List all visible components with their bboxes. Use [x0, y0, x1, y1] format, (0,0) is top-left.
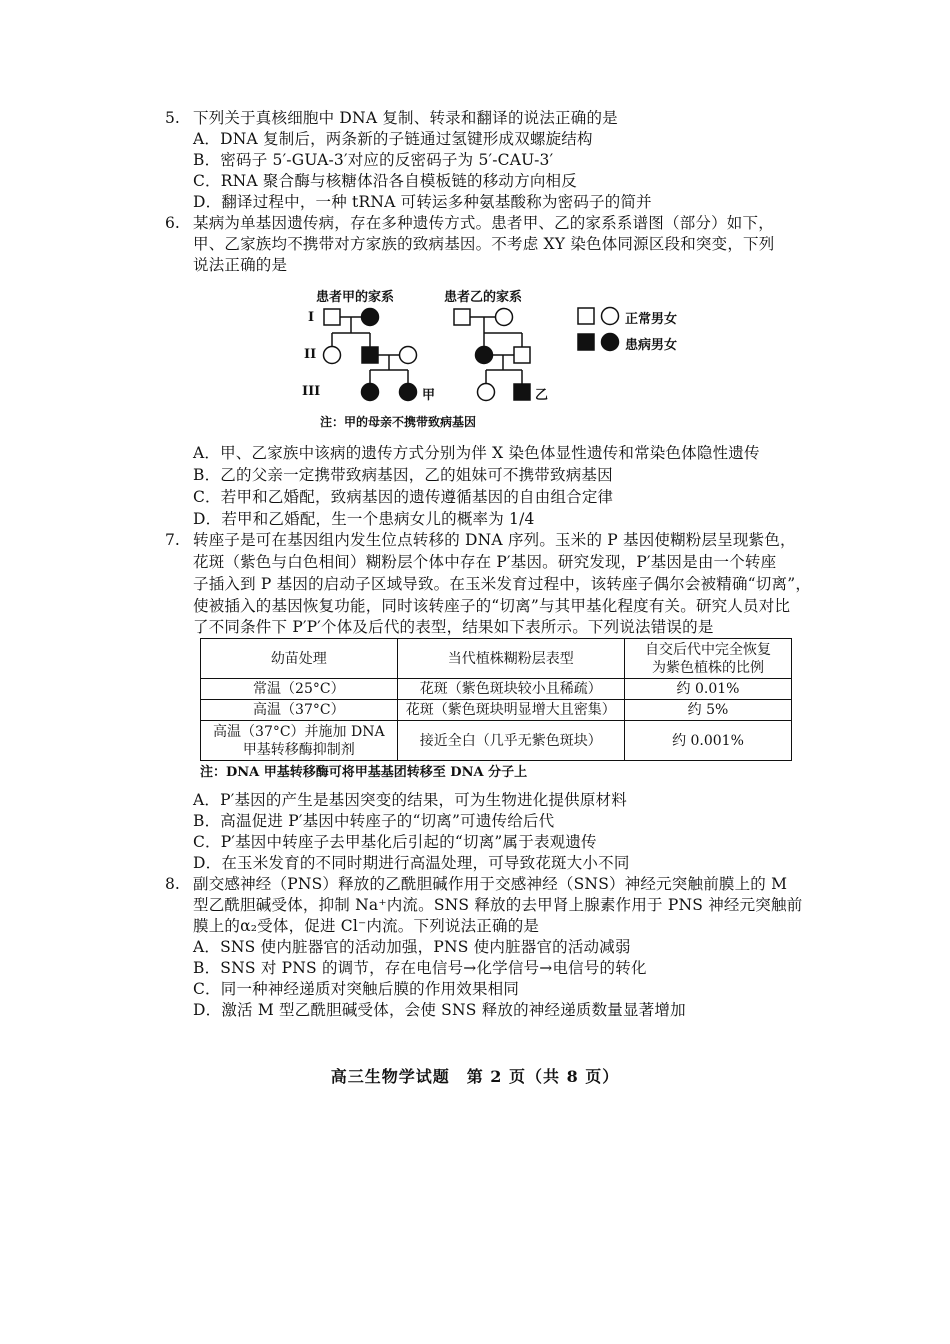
- q6-stem-line-3: 说法正确的是: [193, 256, 288, 274]
- generation-label-1: I: [308, 310, 315, 325]
- table-header-phenotype: 当代植株糊粉层表型: [397, 639, 624, 679]
- family-b-grandfather: [454, 309, 470, 325]
- q7-number: 7.: [165, 531, 180, 549]
- q5-stem: 下列关于真核细胞中 DNA 复制、转录和翻译的说法正确的是: [193, 109, 618, 127]
- q7-stem-line-1: 转座子是可在基因组内发生位点转移的 DNA 序列。玉米的 P 基因使糊粉层呈现紫色，: [193, 531, 796, 549]
- pedigree-title-family-b: 患者乙的家系: [444, 290, 523, 305]
- legend-affected-male: [578, 334, 594, 350]
- pedigree-chart: [0, 0, 950, 430]
- legend-affected-female: [602, 334, 619, 351]
- page-footer: 高三生物学试题 第 2 页（共 8 页）: [330, 1067, 620, 1086]
- q7-stem-line-3: 子插入到 P 基因的启动子区域导致。在玉米发育过程中，该转座子偶尔会被精确“切离”，: [193, 575, 812, 593]
- q6-option-a: A．甲、乙家族中该病的遗传方式分别为伴 X 染色体显性遗传和常染色体隐性遗传: [193, 444, 760, 462]
- q8-stem-line-2: 型乙酰胆碱受体，抑制 Na⁺内流。SNS 释放的去甲肾上腺素作用于 PNS 神经元突触前: [193, 896, 803, 914]
- table-cell-phenotype: 花斑（紫色斑块明显增大且密集）: [397, 700, 624, 721]
- table-cell-ratio: 约 0.01%: [624, 679, 791, 700]
- family-a-aunt: [324, 347, 341, 364]
- q7-option-c: C．P′基因中转座子去甲基化后引起的“切离”属于表观遗传: [193, 833, 597, 851]
- family-b-mother: [476, 347, 493, 364]
- family-b-sister: [478, 384, 495, 401]
- legend-normal-text: 正常男女: [625, 312, 678, 327]
- family-a-grandmother: [362, 309, 379, 326]
- q8-option-b: B．SNS 对 PNS 的调节，存在电信号→化学信号→电信号的转化: [193, 959, 647, 977]
- q8-option-c: C．同一种神经递质对突触后膜的作用效果相同: [193, 980, 520, 998]
- q8-stem-line-1: 副交感神经（PNS）释放的乙酰胆碱作用于交感神经（SNS）神经元突触前膜上的 M: [193, 875, 788, 893]
- q6-option-c: C．若甲和乙婚配，致病基因的遗传遵循基因的自由组合定律: [193, 488, 614, 506]
- label-jia: 甲: [422, 388, 436, 403]
- table-cell-phenotype: 接近全白（几乎无紫色斑块）: [397, 721, 624, 761]
- table-cell-treatment: 常温（25°C）: [201, 679, 398, 700]
- q7-option-b: B．高温促进 P′基因中转座子的“切离”可遗传给后代: [193, 812, 555, 830]
- legend-normal-male: [578, 308, 594, 324]
- table-cell-treatment-line-2: 甲基转移酶抑制剂: [242, 741, 355, 758]
- table-header-treatment: 幼苗处理: [201, 639, 398, 679]
- generation-label-3: III: [302, 384, 321, 399]
- q5-number: 5.: [165, 109, 180, 127]
- label-yi: 乙: [535, 388, 549, 403]
- table-cell-phenotype: 花斑（紫色斑块较小且稀疏）: [397, 679, 624, 700]
- q6-option-b: B．乙的父亲一定携带致病基因，乙的姐妹可不携带致病基因: [193, 466, 613, 484]
- q8-number: 8.: [165, 875, 180, 893]
- q6-stem-line-2: 甲、乙家族均不携带对方家族的致病基因。不考虑 XY 染色体同源区段和突变，下列: [193, 235, 775, 253]
- q6-number: 6.: [165, 214, 180, 232]
- q6-option-d: D．若甲和乙婚配，生一个患病女儿的概率为 1/4: [193, 510, 535, 528]
- table-header-row: [201, 639, 792, 679]
- q7-stem-line-2: 花斑（紫色与白色相间）糊粉层个体中存在 P′基因。研究发现，P′基因是由一个转座: [193, 553, 777, 571]
- legend-normal-female: [602, 308, 619, 325]
- table-cell-treatment: 高温（37°C）: [201, 700, 398, 721]
- q7-table-note: 注：DNA 甲基转移酶可将甲基基团转移至 DNA 分子上: [200, 765, 528, 780]
- family-a-patient-jia: [400, 384, 417, 401]
- q8-option-d: D．激活 M 型乙酰胆碱受体，会使 SNS 释放的神经递质数量显著增加: [193, 1001, 686, 1019]
- family-b-patient-yi: [514, 384, 530, 400]
- legend-affected-text: 患病男女: [625, 338, 678, 353]
- table-row: [201, 679, 792, 700]
- family-a-mother: [400, 347, 417, 364]
- generation-label-2: II: [304, 347, 317, 362]
- q7-stem-line-5: 了不同条件下 P′P′个体及后代的表型，结果如下表所示。下列说法错误的是: [193, 618, 714, 636]
- table-header-ratio: [624, 639, 791, 679]
- q8-option-a: A．SNS 使内脏器官的活动加强，PNS 使内脏器官的活动减弱: [193, 938, 631, 956]
- family-b-father: [514, 347, 530, 363]
- pedigree-note: 注：甲的母亲不携带致病基因: [320, 415, 477, 429]
- table-cell-ratio: 约 0.001%: [624, 721, 791, 761]
- q8-stem-line-3: 膜上的α₂受体，促进 Cl⁻内流。下列说法正确的是: [193, 917, 540, 935]
- table-cell-treatment-line-1: 高温（37°C）并施加 DNA: [213, 723, 385, 740]
- table-header-ratio-line-1: 自交后代中完全恢复: [644, 641, 771, 658]
- table-row: [201, 700, 792, 721]
- family-a-sister: [362, 384, 379, 401]
- table-cell-treatment: [201, 721, 398, 761]
- q7-results-table: [200, 638, 792, 761]
- table-cell-ratio: 约 5%: [624, 700, 791, 721]
- q5-option-d: D．翻译过程中，一种 tRNA 可转运多种氨基酸称为密码子的简并: [193, 193, 652, 211]
- q7-stem-line-4: 使被插入的基因恢复功能，同时该转座子的“切离”与其甲基化程度有关。研究人员对比: [193, 597, 791, 615]
- q5-option-a: A．DNA 复制后，两条新的子链通过氢键形成双螺旋结构: [193, 130, 593, 148]
- pedigree-title-family-a: 患者甲的家系: [316, 290, 395, 305]
- q5-option-b: B．密码子 5′-GUA-3′对应的反密码子为 5′-CAU-3′: [193, 151, 554, 169]
- q5-option-c: C．RNA 聚合酶与核糖体沿各自模板链的移动方向相反: [193, 172, 577, 190]
- q6-stem-line-1: 某病为单基因遗传病，存在多种遗传方式。患者甲、乙的家系系谱图（部分）如下，: [193, 214, 774, 232]
- table-row: [201, 721, 792, 761]
- table-header-ratio-line-2: 为紫色植株的比例: [651, 659, 764, 676]
- family-a-father: [362, 347, 378, 363]
- family-a-grandfather: [324, 309, 340, 325]
- q7-option-a: A．P′基因的产生是基因突变的结果，可为生物进化提供原材料: [193, 791, 627, 809]
- family-b-grandmother: [496, 309, 513, 326]
- q7-option-d: D．在玉米发育的不同时期进行高温处理，可导致花斑大小不同: [193, 854, 630, 872]
